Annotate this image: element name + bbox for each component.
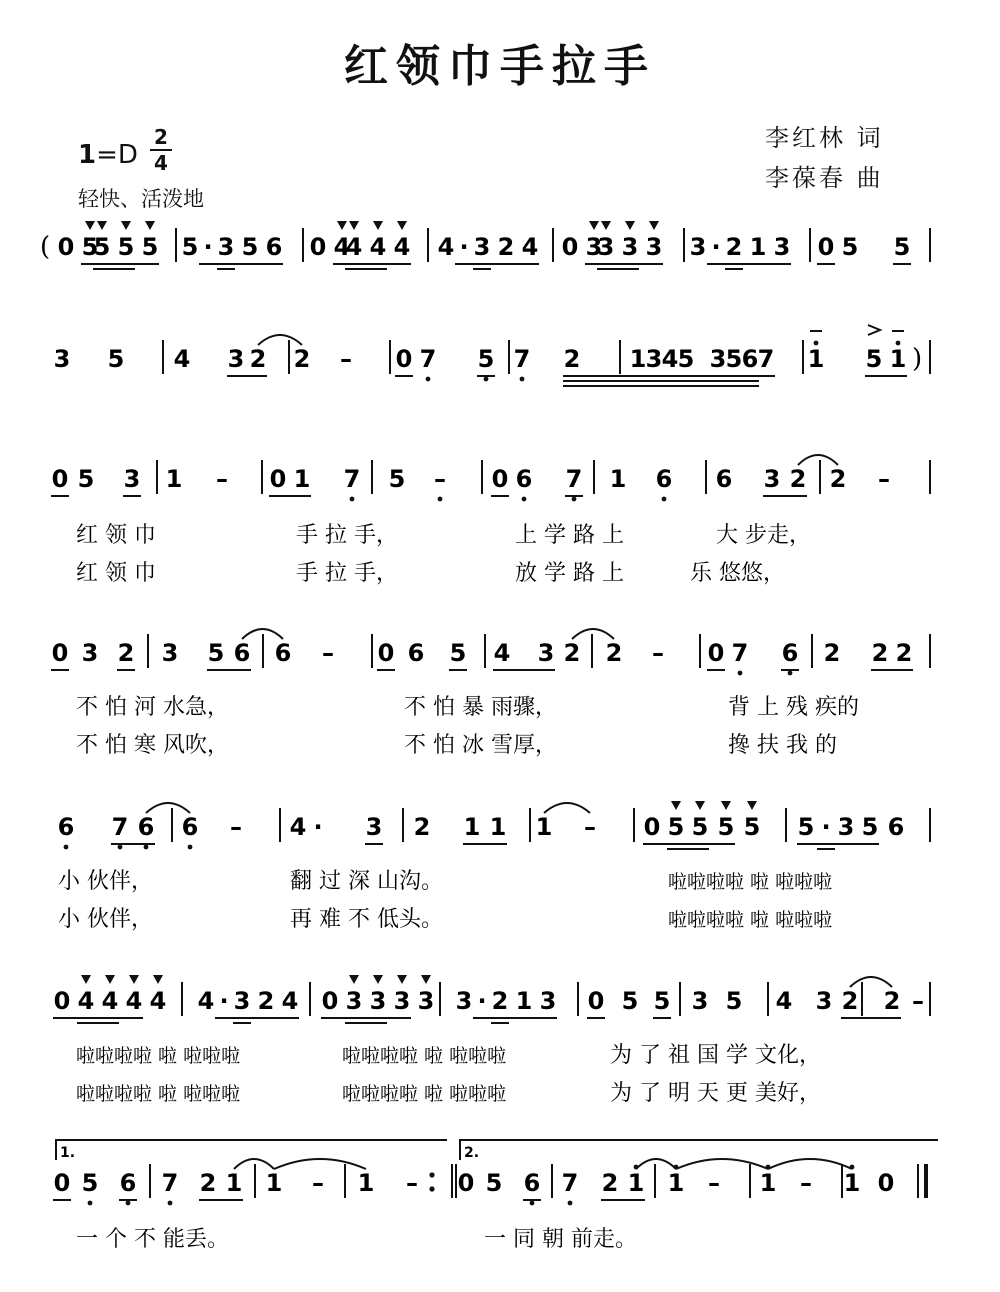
note: 2: [257, 987, 275, 1015]
volta-first-label: 1.: [60, 1145, 76, 1161]
note: 1: [667, 1169, 685, 1197]
note: 5: [667, 813, 685, 841]
staccato-wedge: [349, 221, 359, 230]
note: 5: [181, 233, 199, 261]
lyric-line: 乐 悠悠，: [690, 561, 785, 586]
staccato-wedge: [349, 975, 359, 984]
note: 3: [709, 345, 727, 373]
note: 6: [515, 465, 533, 493]
note: 7: [731, 639, 749, 667]
note: 7: [757, 345, 775, 373]
note: 4: [197, 987, 215, 1015]
low-octave-dot: [568, 1201, 573, 1206]
note: 4: [101, 987, 119, 1015]
song-title: 红领巾手拉手: [344, 41, 656, 92]
note: –: [216, 465, 228, 493]
note: 0: [587, 987, 605, 1015]
composer-credit: 李葆春 曲: [765, 164, 884, 192]
low-octave-dot: [738, 671, 743, 676]
note: 2: [725, 233, 743, 261]
note: –: [340, 345, 352, 373]
note: 0: [877, 1169, 895, 1197]
lyric-line: 搀 扶 我 的: [728, 733, 837, 758]
tie-slur: [146, 803, 190, 813]
note: 1: [807, 345, 825, 373]
lyric-line: 上 学 路 上: [515, 523, 624, 548]
lyric-line: 啦啦啦啦 啦 啦啦啦: [342, 1083, 507, 1105]
note: 4: [77, 987, 95, 1015]
note: 1: [759, 1169, 777, 1197]
note: 1: [843, 1169, 861, 1197]
tie-slur: [676, 1159, 768, 1169]
lyric-line: 再 难 不 低头。: [290, 907, 443, 932]
low-octave-dot: [662, 497, 667, 502]
low-octave-dot: [484, 377, 489, 382]
low-octave-dot: [88, 1201, 93, 1206]
note: 0: [491, 465, 509, 493]
lyric-line: 啦啦啦啦 啦 啦啦啦: [342, 1045, 507, 1067]
note: 2: [871, 639, 889, 667]
note: 1: [889, 345, 907, 373]
lyric-line: 手 拉 手，: [296, 561, 398, 586]
note: 5: [117, 233, 135, 261]
key-note: D: [117, 140, 138, 170]
note: 2: [293, 345, 311, 373]
low-octave-dot: [788, 671, 793, 676]
note: 3: [537, 639, 555, 667]
low-octave-dot: [438, 497, 443, 502]
note: 3: [365, 813, 383, 841]
note: 5: [797, 813, 815, 841]
staccato-wedge: [721, 801, 731, 810]
note: 6: [407, 639, 425, 667]
tie-slur: [850, 977, 892, 987]
note: 5: [81, 1169, 99, 1197]
low-octave-dot: [426, 377, 431, 382]
note: 3: [161, 639, 179, 667]
note: 2: [605, 639, 623, 667]
note: 1: [515, 987, 533, 1015]
volta-second-label: 2.: [464, 1145, 480, 1161]
repeat-dot: [429, 1186, 434, 1191]
lyric-line: 红 领 巾: [76, 561, 156, 586]
note: –: [652, 639, 664, 667]
note: 4: [775, 987, 793, 1015]
note: 0: [643, 813, 661, 841]
staccato-wedge: [81, 975, 91, 984]
note: 5: [861, 813, 879, 841]
note: 0: [707, 639, 725, 667]
note: ·: [313, 813, 323, 841]
note: 6: [181, 813, 199, 841]
intro-close-paren: ): [912, 344, 923, 374]
key-tonic-number: 1: [78, 140, 97, 170]
note: 0: [457, 1169, 475, 1197]
note: 5: [653, 987, 671, 1015]
repeat-dot: [429, 1172, 434, 1177]
note: ·: [711, 233, 721, 261]
low-octave-dot: [572, 497, 577, 502]
note: 7: [343, 465, 361, 493]
tempo-marking: 轻快、活泼地: [78, 187, 204, 211]
note: 1: [489, 813, 507, 841]
note: 6: [57, 813, 75, 841]
high-octave-dot: [814, 341, 819, 346]
note: 3: [837, 813, 855, 841]
note: 3: [773, 233, 791, 261]
note: 3: [539, 987, 557, 1015]
note: 3: [689, 233, 707, 261]
note: –: [800, 1169, 812, 1197]
note: 6: [741, 345, 759, 373]
tie-slur: [768, 1159, 852, 1169]
note: ·: [459, 233, 469, 261]
low-octave-dot: [522, 497, 527, 502]
note: 7: [419, 345, 437, 373]
note: 0: [53, 1169, 71, 1197]
note: 5: [621, 987, 639, 1015]
note: –: [584, 813, 596, 841]
note: 6: [781, 639, 799, 667]
note: 4: [369, 233, 387, 261]
note: 5: [141, 233, 159, 261]
note: 5: [485, 1169, 503, 1197]
key-equals: =: [96, 140, 118, 170]
lyric-line: 不 怕 河 水急，: [76, 695, 229, 720]
note: 2: [117, 639, 135, 667]
note: 6: [715, 465, 733, 493]
staccato-wedge: [153, 975, 163, 984]
note: 7: [561, 1169, 579, 1197]
staccato-wedge: [337, 221, 347, 230]
note: 2: [895, 639, 913, 667]
lyric-line: 为 了 祖 国 学 文化，: [610, 1043, 821, 1068]
note: 1: [357, 1169, 375, 1197]
note: 5: [893, 233, 911, 261]
lyric-line: 小 伙伴，: [58, 869, 153, 894]
note: ·: [477, 987, 487, 1015]
intro-open-paren: (: [40, 232, 51, 262]
staccato-wedge: [129, 975, 139, 984]
note: 1: [535, 813, 553, 841]
note: 2: [563, 639, 581, 667]
note: 4: [281, 987, 299, 1015]
note: 2: [841, 987, 859, 1015]
note: 2: [199, 1169, 217, 1197]
note: 5: [725, 345, 743, 373]
note: 0: [57, 233, 75, 261]
note: 2: [563, 345, 581, 373]
note: 6: [274, 639, 292, 667]
note: –: [708, 1169, 720, 1197]
lyric-line: 小 伙伴，: [58, 907, 153, 932]
note: 5: [241, 233, 259, 261]
note: 0: [817, 233, 835, 261]
note: 3: [621, 233, 639, 261]
lyric-line: 啦啦啦啦 啦 啦啦啦: [76, 1045, 241, 1067]
note: 4: [345, 233, 363, 261]
lyric-line: 不 怕 寒 风吹，: [76, 733, 229, 758]
note: 4: [493, 639, 511, 667]
lyric-line: 不 怕 暴 雨骤，: [404, 695, 557, 720]
staccato-wedge: [589, 221, 599, 230]
note: 4: [521, 233, 539, 261]
high-octave-dot: [896, 341, 901, 346]
note: 3: [345, 987, 363, 1015]
note: 3: [227, 345, 245, 373]
note: 5: [743, 813, 761, 841]
note: 3: [369, 987, 387, 1015]
note: 3: [233, 987, 251, 1015]
note: 5: [677, 345, 695, 373]
staccato-wedge: [695, 801, 705, 810]
note: 5: [691, 813, 709, 841]
lyrics-layer: [58, 523, 859, 1252]
note: –: [878, 465, 890, 493]
staccato-wedge: [671, 801, 681, 810]
lyric-line: 一 同 朝 前走。: [484, 1227, 637, 1252]
note: 6: [265, 233, 283, 261]
note: 5: [93, 233, 111, 261]
tie-slur: [544, 803, 590, 813]
note: 1: [225, 1169, 243, 1197]
note: 4: [661, 345, 679, 373]
note: 4: [437, 233, 455, 261]
low-octave-dot: [530, 1201, 535, 1206]
volta-brackets: [56, 1140, 938, 1160]
note: 2: [249, 345, 267, 373]
note: 0: [51, 465, 69, 493]
note: 2: [491, 987, 509, 1015]
note: 4: [125, 987, 143, 1015]
note: 2: [829, 465, 847, 493]
note: 4: [333, 233, 351, 261]
low-octave-dot: [144, 845, 149, 850]
accent-mark: [868, 325, 880, 335]
note: 2: [789, 465, 807, 493]
note: 7: [513, 345, 531, 373]
note: 3: [763, 465, 781, 493]
note: 3: [645, 345, 663, 373]
note: 5: [77, 465, 95, 493]
lyric-line: 啦啦啦啦 啦 啦啦啦: [668, 871, 833, 893]
meter-top: 2: [154, 125, 168, 149]
note: 2: [413, 813, 431, 841]
lyric-line: 放 学 路 上: [515, 561, 624, 586]
note: 3: [81, 639, 99, 667]
lyricist-credit: 李红林 词: [765, 124, 884, 152]
staccato-wedge: [397, 221, 407, 230]
note: 6: [523, 1169, 541, 1197]
note: –: [434, 465, 446, 493]
note: 1: [165, 465, 183, 493]
note: 5: [477, 345, 495, 373]
note: –: [312, 1169, 324, 1197]
note: –: [406, 1169, 418, 1197]
note: 0: [51, 639, 69, 667]
note: 1: [627, 1169, 645, 1197]
note: 1: [265, 1169, 283, 1197]
note: 0: [309, 233, 327, 261]
staccato-wedge: [145, 221, 155, 230]
lyric-line: 不 怕 冰 雪厚，: [404, 733, 557, 758]
note: 3: [393, 987, 411, 1015]
note: 3: [691, 987, 709, 1015]
note: 2: [823, 639, 841, 667]
meter-bottom: 4: [154, 151, 168, 175]
low-octave-dot: [350, 497, 355, 502]
staccato-wedge: [601, 221, 611, 230]
note: –: [912, 987, 924, 1015]
note: 0: [53, 987, 71, 1015]
lyric-line: 手 拉 手，: [296, 523, 398, 548]
note: 3: [417, 987, 435, 1015]
note: ·: [203, 233, 213, 261]
note: 3: [455, 987, 473, 1015]
note: 2: [883, 987, 901, 1015]
lyric-line: 一 个 不 能丢。: [76, 1227, 229, 1252]
lyric-line: 大 步走，: [716, 523, 811, 548]
staccato-wedge: [373, 975, 383, 984]
note: ·: [821, 813, 831, 841]
tie-slur: [258, 335, 302, 345]
note: 1: [463, 813, 481, 841]
note: 1: [293, 465, 311, 493]
low-octave-dot: [64, 845, 69, 850]
staccato-wedge: [85, 221, 95, 230]
staccato-wedge: [649, 221, 659, 230]
note: 6: [233, 639, 251, 667]
note: 5: [449, 639, 467, 667]
note: 5: [107, 345, 125, 373]
lyric-line: 啦啦啦啦 啦 啦啦啦: [76, 1083, 241, 1105]
note: 0: [395, 345, 413, 373]
lyric-line: 为 了 明 天 更 美好，: [610, 1081, 821, 1106]
note: 7: [111, 813, 129, 841]
note: 7: [161, 1169, 179, 1197]
note: 5: [841, 233, 859, 261]
staccato-wedge: [121, 221, 131, 230]
low-octave-dot: [520, 377, 525, 382]
note: 0: [321, 987, 339, 1015]
note: 5: [865, 345, 883, 373]
note: –: [322, 639, 334, 667]
note: –: [230, 813, 242, 841]
note: 3: [217, 233, 235, 261]
note: 3: [585, 233, 603, 261]
note: 4: [393, 233, 411, 261]
note: 6: [887, 813, 905, 841]
lyric-line: 翻 过 深 山沟。: [290, 869, 443, 894]
low-octave-dot: [188, 845, 193, 850]
note: 2: [601, 1169, 619, 1197]
note: 1: [749, 233, 767, 261]
note: 1: [609, 465, 627, 493]
note: 2: [497, 233, 515, 261]
note: 3: [473, 233, 491, 261]
staccato-wedge: [747, 801, 757, 810]
tie-slur: [274, 1159, 366, 1169]
note: 3: [597, 233, 615, 261]
note: 4: [289, 813, 307, 841]
staccato-wedge: [421, 975, 431, 984]
note: 3: [645, 233, 663, 261]
note: 5: [717, 813, 735, 841]
staccato-wedge: [397, 975, 407, 984]
note: ·: [219, 987, 229, 1015]
lyric-line: 红 领 巾: [76, 523, 156, 548]
note: 5: [725, 987, 743, 1015]
note: 3: [53, 345, 71, 373]
note: 4: [149, 987, 167, 1015]
note: 5: [81, 233, 99, 261]
note: 4: [173, 345, 191, 373]
note: 1: [629, 345, 647, 373]
low-octave-dot: [118, 845, 123, 850]
staccato-wedge: [625, 221, 635, 230]
tie-slur: [798, 455, 838, 465]
low-octave-dot: [168, 1201, 173, 1206]
note: 5: [207, 639, 225, 667]
lyric-line: 啦啦啦啦 啦 啦啦啦: [668, 909, 833, 931]
staccato-wedge: [105, 975, 115, 984]
note: 3: [815, 987, 833, 1015]
note: 5: [388, 465, 406, 493]
note: 0: [269, 465, 287, 493]
note: 3: [123, 465, 141, 493]
note: 6: [655, 465, 673, 493]
low-octave-dot: [126, 1201, 131, 1206]
note: 6: [137, 813, 155, 841]
staccato-wedge: [373, 221, 383, 230]
lyric-line: 背 上 残 疾的: [728, 695, 859, 720]
note: 0: [377, 639, 395, 667]
staccato-wedge: [97, 221, 107, 230]
note: 6: [119, 1169, 137, 1197]
note: 7: [565, 465, 583, 493]
note: 0: [561, 233, 579, 261]
